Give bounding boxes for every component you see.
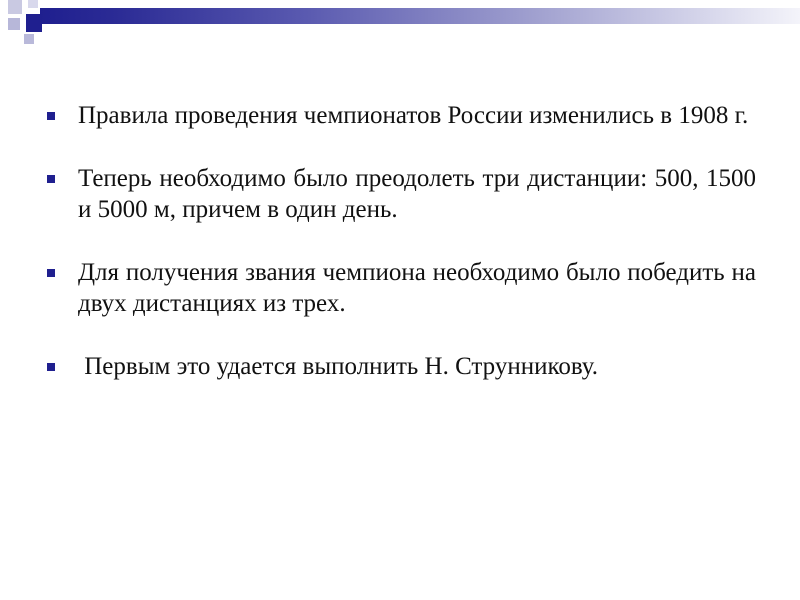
decorative-square [24, 34, 34, 44]
decorative-square [28, 0, 38, 8]
bullet-item [44, 351, 756, 382]
bullet-text: Теперь необходимо было преодолеть три дистанции: 500, 1500 и 5000 м, причем в один день. [78, 165, 756, 223]
bullet-text: Для получения звания чемпиона необходимо было победить на двух дистанциях из трех. [78, 259, 756, 317]
gradient-bar [40, 8, 800, 24]
decorative-square [8, 0, 22, 14]
square-bullet-icon [47, 363, 55, 371]
bullet-item [44, 100, 756, 131]
decorative-square [8, 18, 20, 30]
bullet-item [44, 257, 756, 319]
bullet-text: Правила проведения чемпионатов России изменились в 1908 г. [78, 102, 749, 129]
decorative-square [26, 14, 42, 32]
bullet-item [44, 163, 756, 225]
bullet-text: Первым это удается выполнить Н. Струнникову. [78, 353, 599, 380]
square-bullet-icon [47, 269, 55, 277]
square-bullet-icon [47, 175, 55, 183]
square-bullet-icon [47, 112, 55, 120]
bullet-list [44, 100, 756, 382]
decorative-header-banner [0, 0, 800, 36]
